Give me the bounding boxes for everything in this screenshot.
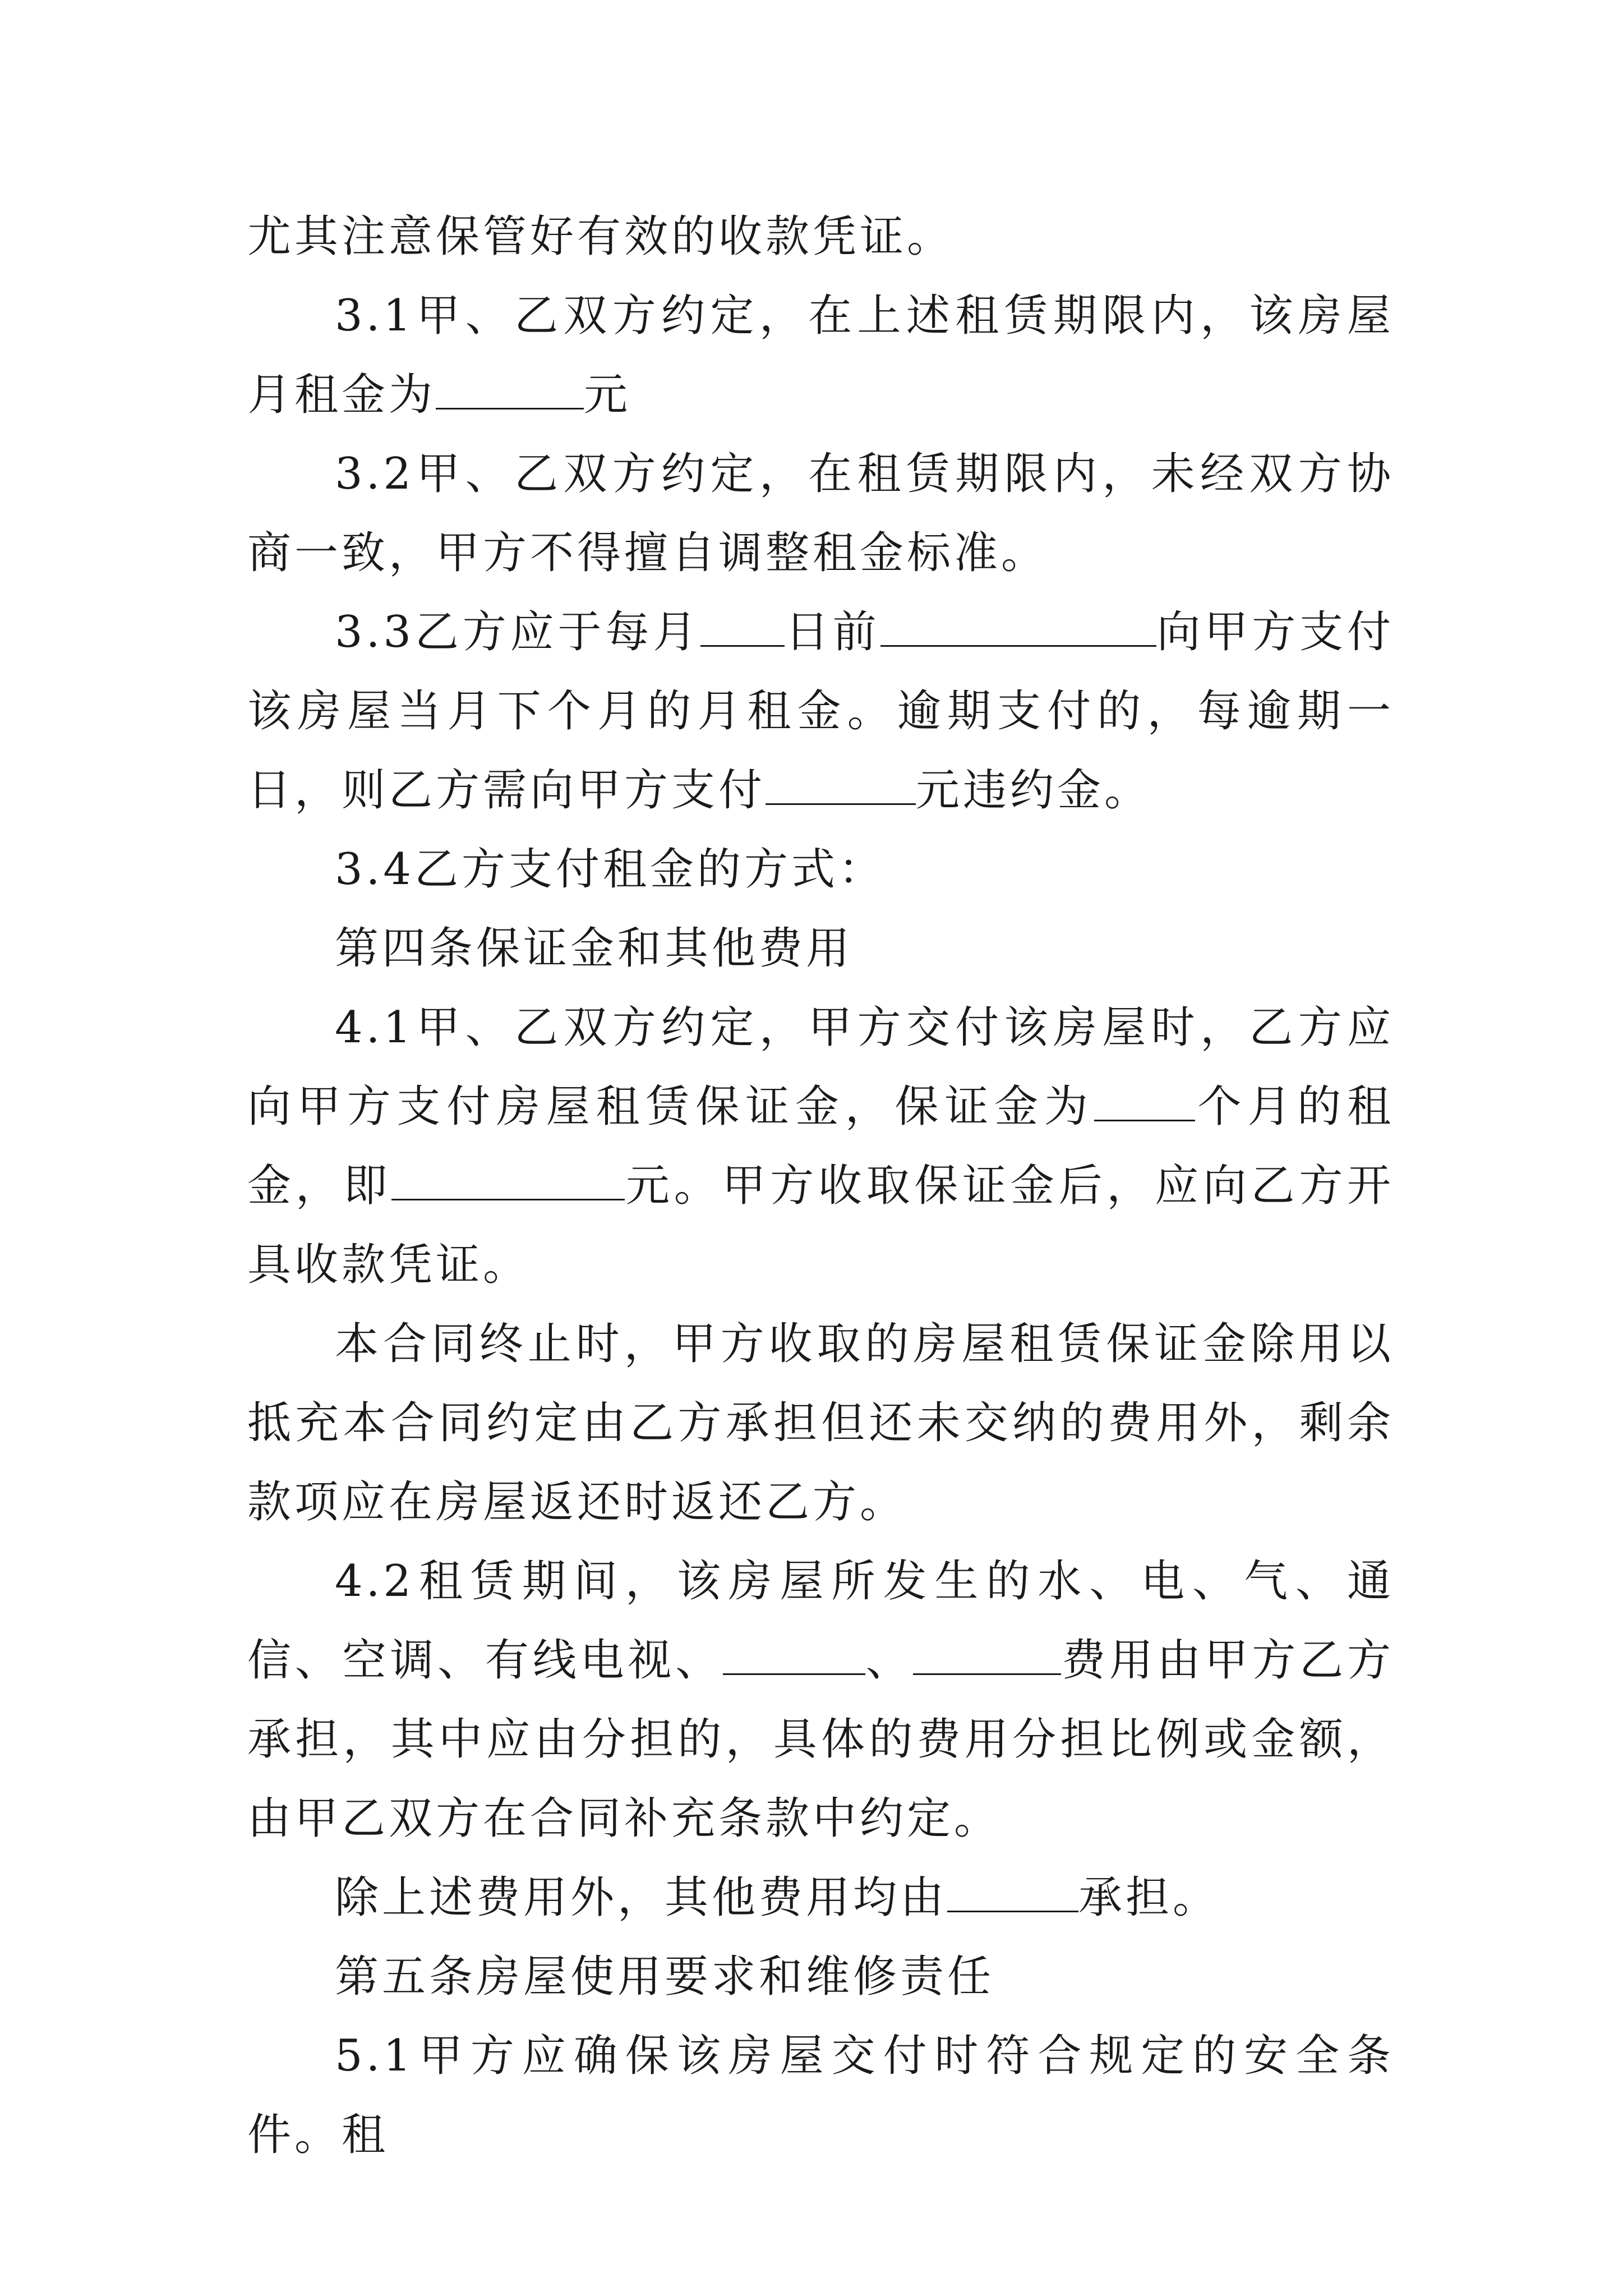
blank-payment-day (700, 598, 785, 647)
clause-5-1 (247, 2017, 1394, 2175)
blank-other-fee-1 (723, 1626, 865, 1675)
text: 向甲方支付该房屋当月下个月的月租金。逾期支付的，每逾期一日，则乙方需向甲方支付 (247, 607, 1394, 816)
text: 第四条保证金和其他费用 (335, 923, 854, 974)
paragraph-receipt-note (247, 197, 1394, 277)
text: 元 (584, 370, 631, 420)
text: 4.2租赁期间，该房屋所发生的水、电、气、通信、空调、有线电视、 (247, 1556, 1394, 1686)
article-4-heading (247, 909, 1394, 988)
blank-other-fees-party (947, 1864, 1078, 1912)
text: 日前 (785, 607, 880, 657)
text: 5.1甲方应确保该房屋交付时符合规定的安全条件。租 (247, 2031, 1394, 2160)
clause-3-2 (247, 435, 1394, 593)
text: 第五条房屋使用要求和维修责任 (335, 1952, 995, 2002)
text: 元违约金。 (916, 765, 1152, 816)
text: 3.3乙方应于每月 (335, 607, 701, 657)
clause-4-1 (247, 988, 1394, 1305)
text: 尤其注意保管好有效的收款凭证。 (247, 211, 955, 262)
text: 除上述费用外，其他费用均由 (335, 1872, 948, 1923)
text: 承担。 (1078, 1872, 1220, 1923)
clause-3-4 (247, 830, 1394, 909)
clause-4-2 (247, 1542, 1394, 1858)
blank-other-fee-2 (913, 1626, 1061, 1675)
clause-3-1 (247, 277, 1394, 435)
text: 、 (865, 1635, 914, 1686)
blank-payment-method (880, 598, 1156, 647)
text: 4.1甲、乙双方约定，甲方交付该房屋时，乙方应向甲方支付房屋租赁保证金，保证金为 (247, 1002, 1394, 1132)
text: 3.2甲、乙双方约定，在租赁期限内，未经双方协商一致，甲方不得擅自调整租金标准。 (247, 449, 1394, 578)
text: 3.1甲、乙双方约定，在上述租赁期限内，该房屋月租金为 (247, 291, 1394, 420)
blank-deposit-months (1094, 1073, 1195, 1121)
text: 费用由甲方乙方承担，其中应由分担的，具体的费用分担比例或金额，由甲乙双方在合同补充条款中约定。 (247, 1635, 1394, 1844)
article-5-heading (247, 1938, 1394, 2017)
text: 3.4乙方支付租金的方式： (335, 844, 886, 895)
text: 元。甲方收取保证金后，应向乙方开具收款凭证。 (247, 1161, 1394, 1290)
text: 本合同终止时，甲方收取的房屋租赁保证金除用以抵充本合同约定由乙方承担但还未交纳的费用外，剩余款项应在房屋返还时返还乙方。 (247, 1319, 1394, 1527)
paragraph-deposit-return (247, 1305, 1394, 1542)
document-body (247, 197, 1394, 2175)
text: 个月的租金，即 (247, 1082, 1394, 1211)
blank-late-fee (766, 756, 916, 805)
blank-monthly-rent (436, 361, 584, 409)
paragraph-other-fees (247, 1858, 1394, 1938)
blank-deposit-amount (391, 1152, 625, 1200)
clause-3-3 (247, 593, 1394, 830)
